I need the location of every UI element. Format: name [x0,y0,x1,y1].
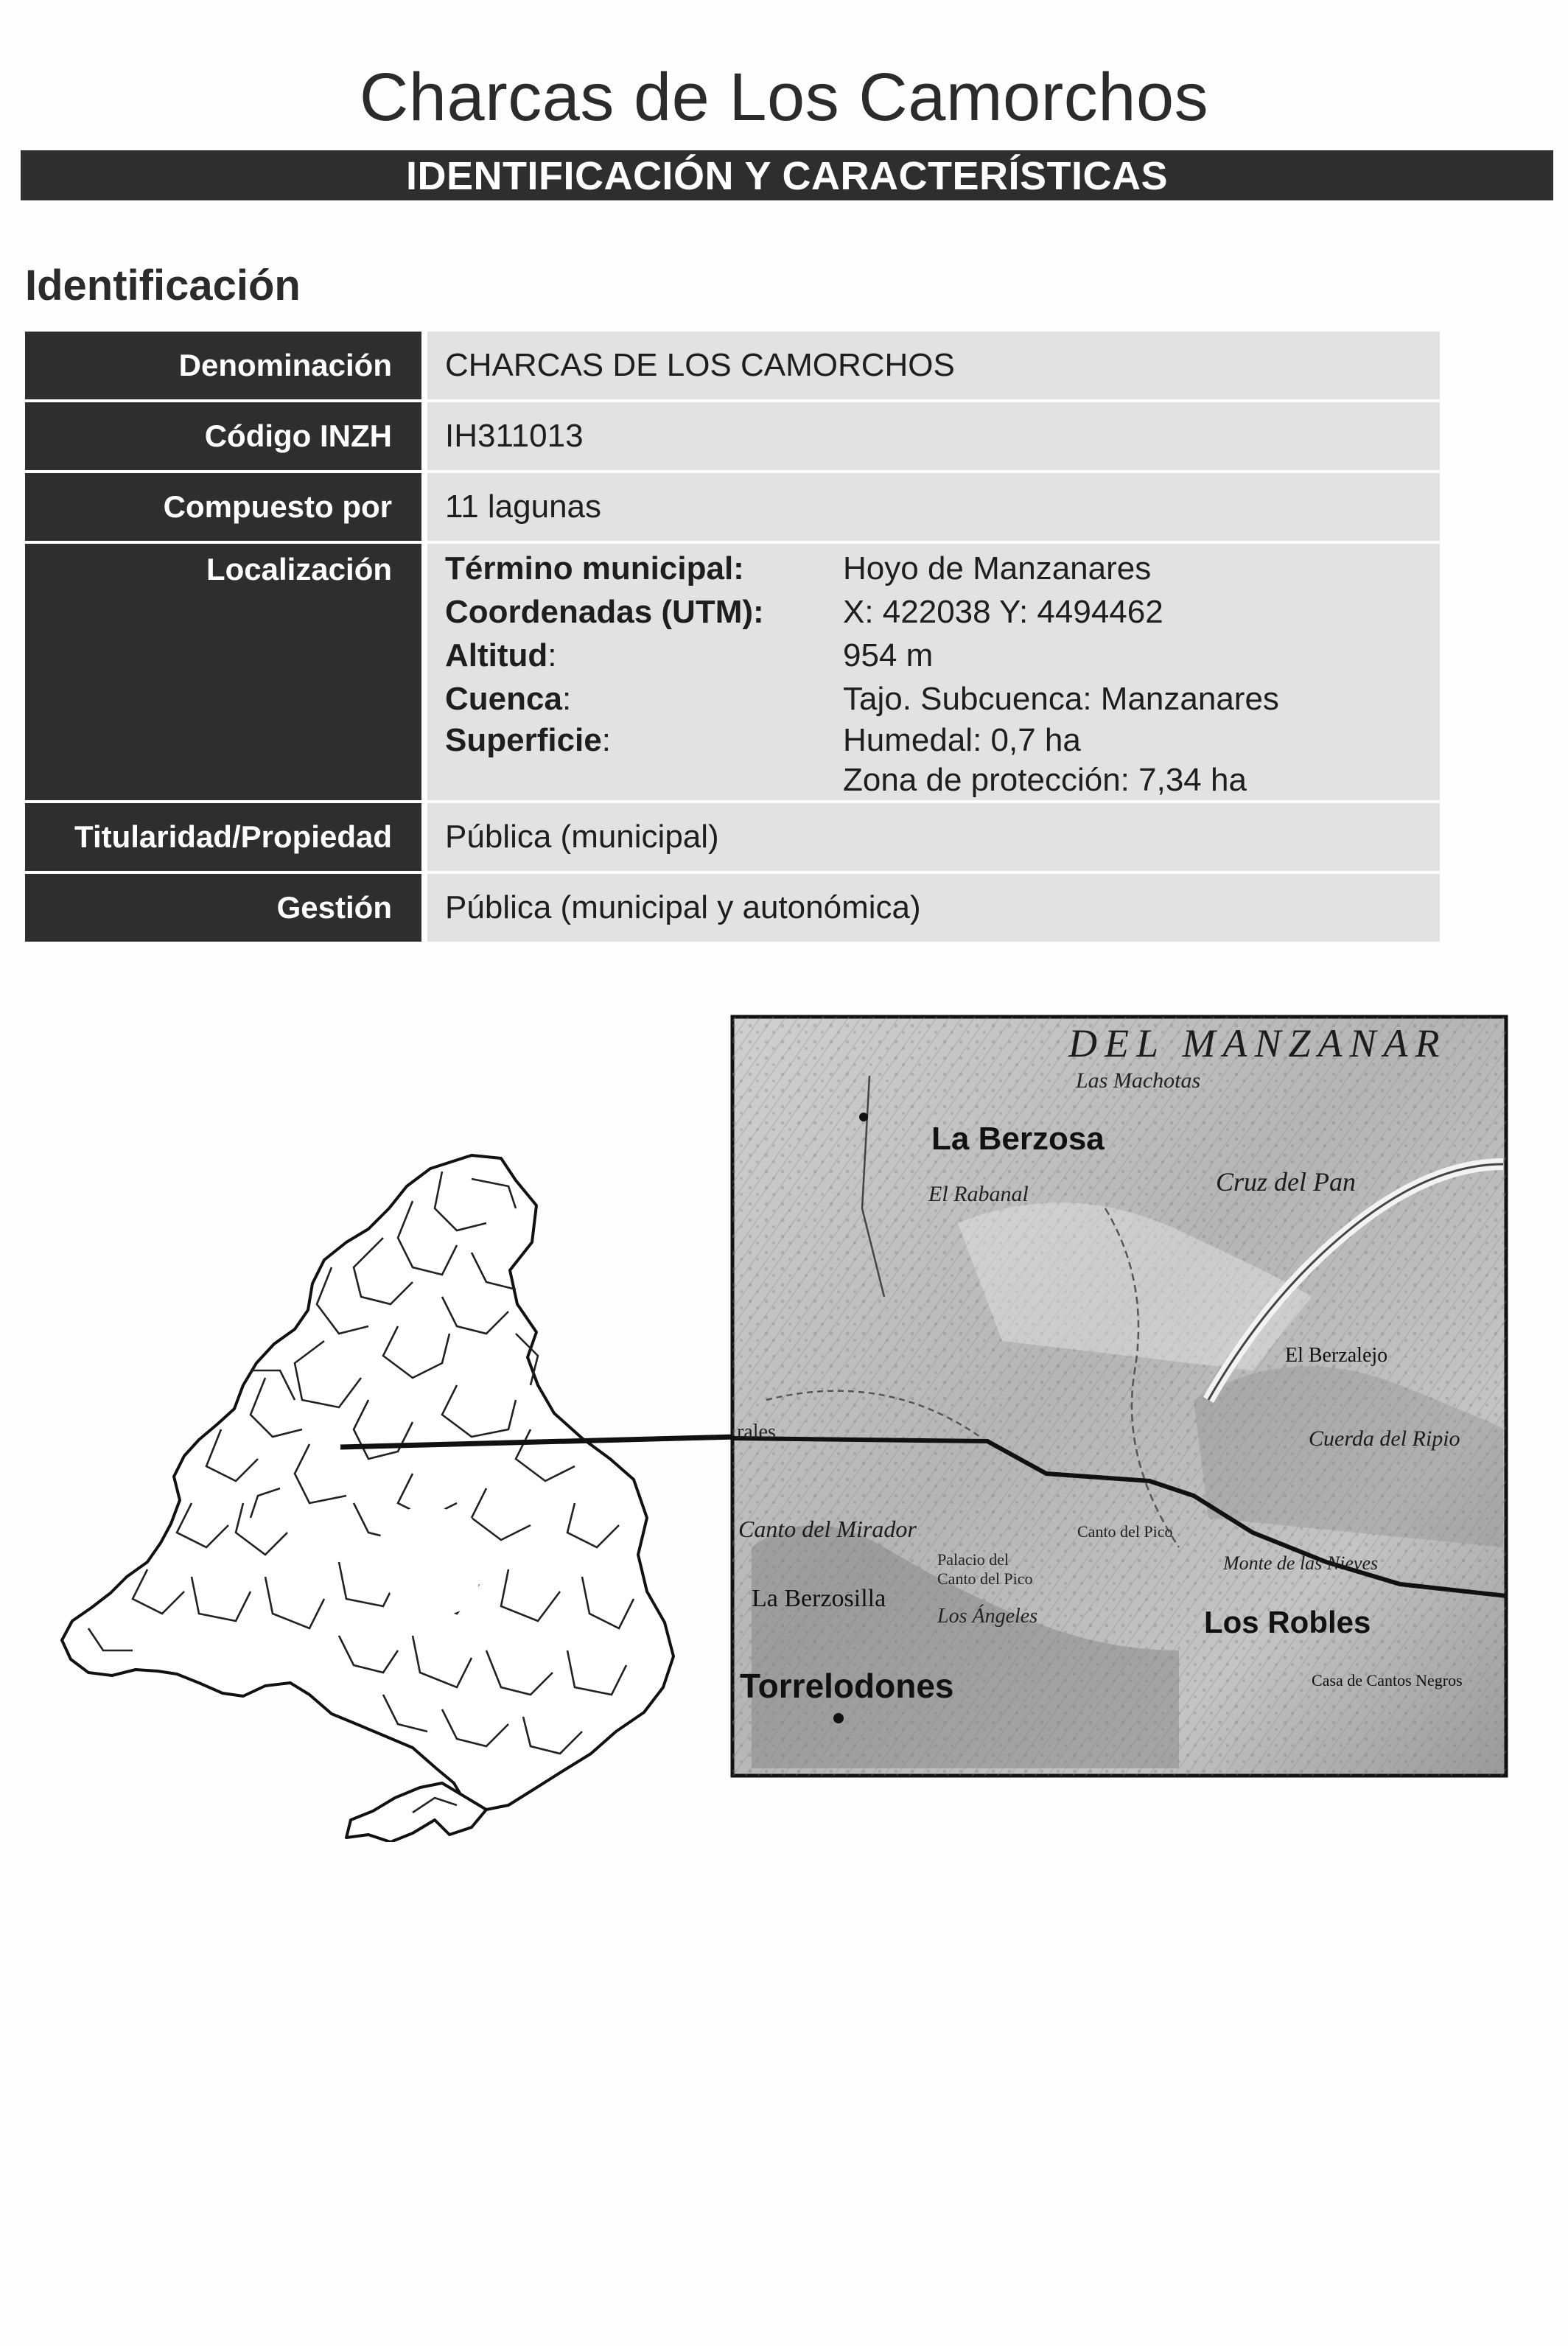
map-label-el-berzalejo: El Berzalejo [1285,1344,1388,1367]
map-label-monte-de-las-nieves: Monte de las Nieves [1223,1552,1379,1574]
value-codigo: IH311013 [427,402,1440,470]
map-label-las-machotas: Las Machotas [1076,1068,1201,1093]
loc-coordenadas [445,590,1440,634]
section-band: IDENTIFICACIÓN Y CARACTERÍSTICAS [21,150,1553,200]
map-label-los-angeles: Los Ángeles [937,1605,1038,1628]
val-superficie-humedal: Humedal: 0,7 ha [843,722,1081,758]
colon: : [561,681,572,717]
row-codigo [25,402,1440,470]
colon: : [601,722,611,758]
subsection-title: Identificación [25,262,301,309]
map-label-palacio: Palacio del [937,1550,1009,1569]
madrid-region-map [62,1155,673,1842]
map-label-los-robles: Los Robles [1204,1605,1371,1639]
row-gestion [25,874,1440,942]
value-gestion: Pública (municipal y autonómica) [427,874,1440,942]
row-localizacion [25,544,1440,800]
map-label-canto-del-pico-2: Canto del Pico [937,1569,1033,1588]
map-label-casa-de-cantos-negros: Casa de Cantos Negros [1312,1671,1463,1690]
val-coordenadas: X: 422038 Y: 4494462 [843,594,1163,630]
map-label-canto-del-mirador: Canto del Mirador [738,1516,917,1542]
loc-altitud [445,634,1440,677]
map-label-cruz-del-pan: Cruz del Pan [1216,1167,1357,1197]
map-label-torrelodones: Torrelodones [740,1667,954,1705]
map-label-el-rabanal: El Rabanal [928,1182,1029,1206]
map-label-la-berzosilla: La Berzosilla [752,1585,886,1612]
value-denominacion: CHARCAS DE LOS CAMORCHOS [427,332,1440,399]
map-label-canto-del-pico: Canto del Pico [1077,1522,1173,1541]
colon: : [547,637,557,673]
map-label-rales: rales [737,1421,776,1443]
loc-superficie [445,721,1440,800]
key-altitud: Altitud [445,637,548,673]
location-map-figure [0,987,1568,1842]
val-cuenca: Tajo. Subcuenca: Manzanares [843,681,1279,717]
identification-table [25,329,1440,945]
row-titularidad [25,803,1440,871]
loc-cuenca [445,677,1440,721]
label-titularidad: Titularidad/Propiedad [25,803,427,871]
value-localizacion [427,544,1440,800]
page-title: Charcas de Los Camorchos [359,60,1209,135]
row-denominacion [25,332,1440,399]
map-label-la-berzosa: La Berzosa [931,1121,1105,1157]
key-coordenadas: Coordenadas (UTM): [445,594,764,630]
key-termino: Término municipal: [445,550,744,586]
key-cuenca: Cuenca [445,681,562,717]
label-localizacion: Localización [25,544,427,800]
val-altitud: 954 m [843,637,934,673]
topographic-inset-map [732,1017,1506,1776]
val-termino: Hoyo de Manzanares [843,550,1152,586]
value-compuesto: 11 lagunas [427,473,1440,541]
map-label-cuerda-del-ripio: Cuerda del Ripio [1309,1426,1460,1451]
label-compuesto: Compuesto por [25,473,427,541]
loc-termino [445,547,1440,590]
row-compuesto [25,473,1440,541]
value-titularidad: Pública (municipal) [427,803,1440,871]
label-denominacion: Denominación [25,332,427,399]
key-superficie: Superficie [445,722,602,758]
label-codigo: Código INZH [25,402,427,470]
val-superficie-zona: Zona de protección: 7,34 ha [843,762,1247,798]
map-label-del-manzanares: DEL MANZANAR [1068,1021,1447,1065]
label-gestion: Gestión [25,874,427,942]
